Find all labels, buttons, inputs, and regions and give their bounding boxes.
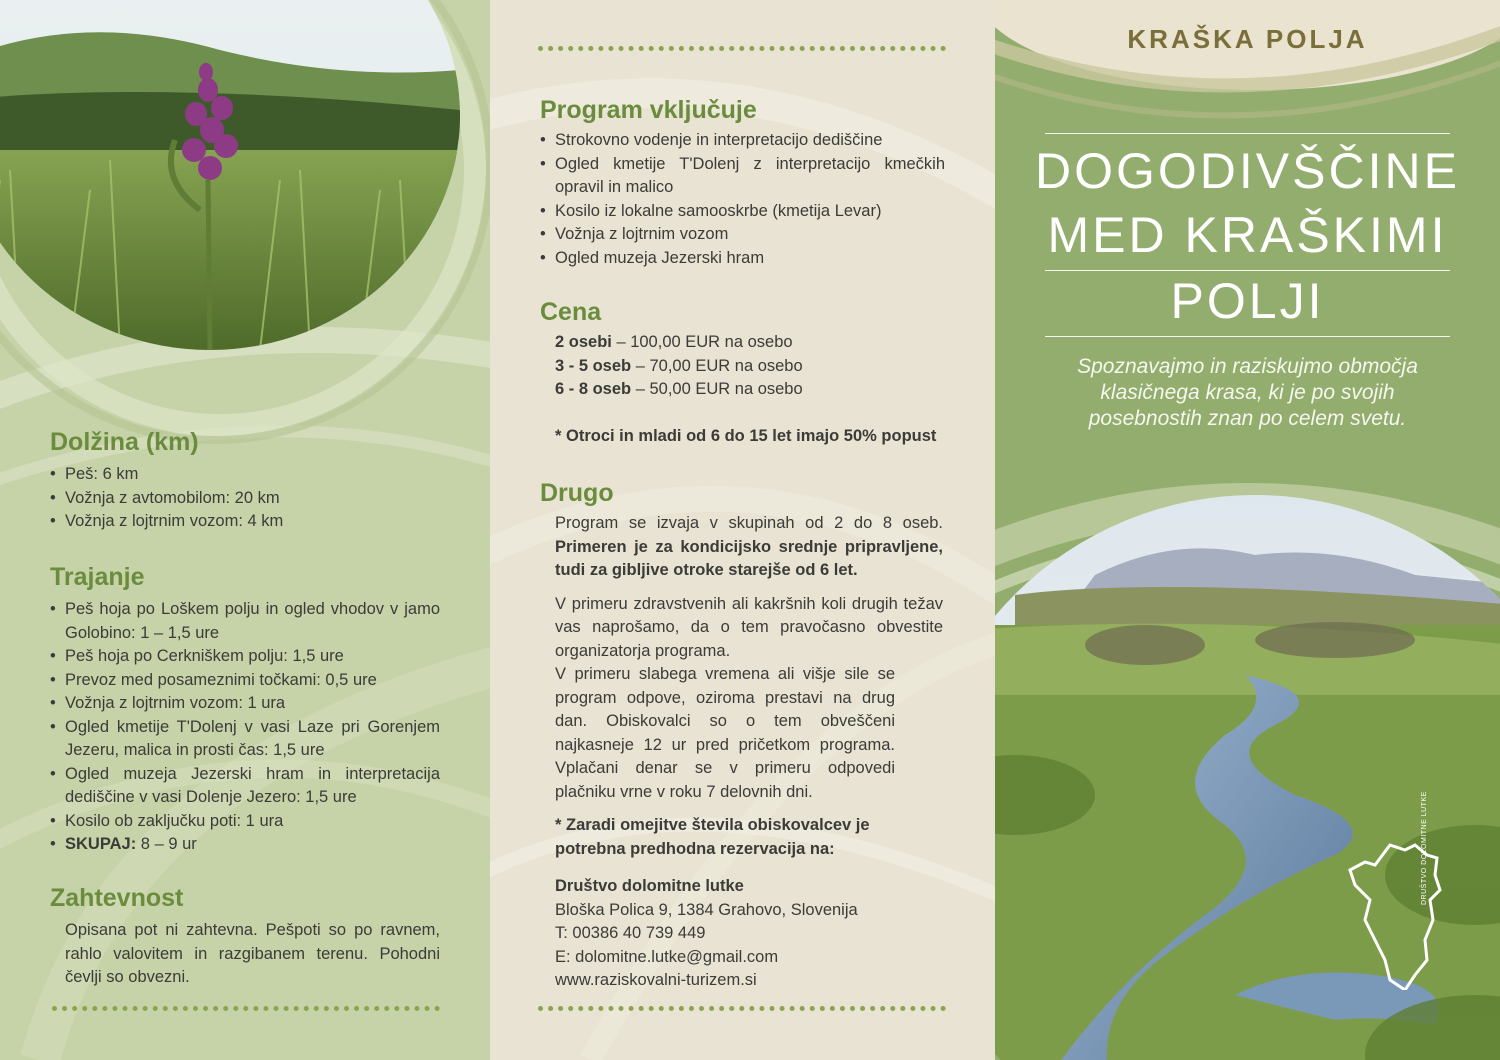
contact-org: Društvo dolomitne lutke	[555, 877, 744, 895]
title-rule-middle	[1045, 270, 1450, 271]
title-line-3: POLJI	[1170, 273, 1325, 329]
drugo-paragraph-2: V primeru zdravstvenih ali kakršnih koli drugih težav vas naprošamo, da o tem pravočasno obvestite organizatorja programa.	[555, 594, 943, 660]
list-item: • Peš: 6 km	[50, 463, 445, 487]
drugo-body	[540, 512, 943, 993]
list-item: • Ogled muzeja Jezerski hram in interpretacija dediščine v vasi Dolenje Jezero: 1,5 ure	[50, 763, 440, 810]
trajanje-list	[50, 598, 440, 857]
price-value: – 100,00 EUR na osebo	[611, 333, 793, 351]
price-row	[555, 378, 950, 402]
list-item: • Vožnja z lojtrnim vozom: 1 ura	[50, 692, 440, 716]
price-label: 3 - 5 oseb	[555, 356, 632, 375]
brand-header: KRAŠKA POLJA	[1127, 24, 1368, 54]
list-item: • Prevoz med posameznimi točkami: 0,5 ure	[50, 669, 440, 693]
list-item: • Peš hoja po Loškem polju in ogled vhodov v jamo Golobino: 1 – 1,5 ure	[50, 598, 440, 645]
price-label: 2 osebi	[555, 333, 612, 351]
contact-block	[555, 875, 943, 993]
total-value: 8 – 9 ur	[136, 835, 197, 853]
zahtevnost-section	[50, 884, 440, 990]
list-item: • Ogled muzeja Jezerski hram	[540, 247, 945, 271]
cena-heading: Cena	[540, 298, 602, 326]
zahtevnost-heading: Zahtevnost	[50, 884, 184, 912]
contact-address: Bloška Polica 9, 1384 Grahovo, Slovenija	[555, 900, 858, 919]
list-item: • Kosilo ob zaključku poti: 1 ura	[50, 810, 440, 834]
drugo-p1-bold: Primeren je za kondicijsko srednje pripravljene, tudi za gibljive otroke starejše od 6 let.	[555, 537, 943, 579]
dolzina-list	[50, 463, 445, 534]
dolzina-heading: Dolžina (km)	[50, 428, 199, 456]
program-heading: Program vključuje	[540, 96, 757, 124]
right-panel	[995, 0, 1500, 1060]
title-rule-bottom	[1045, 336, 1450, 337]
price-value: – 70,00 EUR na osebo	[631, 356, 803, 375]
zahtevnost-text: Opisana pot ni zahtevna. Pešpoti so po ravnem, rahlo valovitem in razgibanem terenu. Pohodni čevlji so obvezni.	[65, 921, 440, 986]
price-value: – 50,00 EUR na osebo	[631, 380, 803, 398]
middle-panel	[490, 0, 995, 1060]
contact-website[interactable]: www.raziskovalni-turizem.si	[555, 971, 757, 989]
price-row	[555, 331, 950, 355]
trajanje-heading: Trajanje	[50, 563, 145, 591]
price-row	[555, 355, 950, 379]
list-item: • Vožnja z lojtrnim vozom: 4 km	[50, 510, 445, 534]
contact-email[interactable]: E: dolomitne.lutke@gmail.com	[555, 947, 779, 966]
list-item: • Ogled kmetije T'Dolenj z interpretacijo kmečkih opravil in malico	[540, 153, 945, 200]
title-rule-top	[1045, 133, 1450, 134]
total-label: SKUPAJ:	[65, 835, 137, 853]
dotted-divider	[538, 1006, 946, 1011]
price-label: 6 - 8 oseb	[555, 380, 632, 398]
drugo-p1-normal: Program se izvaja v skupinah od 2 do 8 oseb.	[555, 514, 943, 532]
reservation-note: * Zaradi omejitve števila obiskovalcev je potrebna predhodna rezervacija na:	[555, 816, 870, 858]
list-item: • Peš hoja po Cerkniškem polju: 1,5 ure	[50, 645, 440, 669]
left-panel	[0, 0, 490, 1060]
dolzina-section	[50, 428, 445, 534]
list-item-total	[50, 833, 440, 857]
list-item: • Ogled kmetije T'Dolenj v vasi Laze pri Gorenjem Jezeru, malica in prosti čas: 1,5 ure	[50, 716, 440, 763]
list-item: • Vožnja z lojtrnim vozom	[540, 223, 945, 247]
title-line-1: DOGODIVŠČINE	[1035, 143, 1460, 199]
cena-section	[540, 298, 950, 448]
drugo-paragraph-1	[555, 512, 943, 583]
contact-phone: T: 00386 40 739 449	[555, 924, 706, 942]
program-list	[540, 129, 945, 270]
subtitle: Spoznavajmo in raziskujmo območja klasičnega krasa, ki je po svojih posebnostih znan po celem svetu.	[1077, 355, 1418, 430]
list-item: • Strokovno vodenje in interpretacijo dediščine	[540, 129, 945, 153]
drugo-section	[540, 479, 945, 993]
price-list	[540, 331, 950, 448]
drugo-paragraph-3: V primeru slabega vremena ali višje sile se program odpove, oziroma prestavi na drug dan. Obiskovalci so o tem obveščeni najkasneje 12 ur pred pričetkom programa. Vplačani denar se v primeru odpovedi plačniku vrne v roku 7 delovnih dni.	[555, 665, 895, 801]
logo-text: DRUŠTVO DOLOMITNE LUTKE	[1421, 791, 1428, 905]
club-logo-icon	[1345, 840, 1455, 990]
dotted-divider	[538, 46, 946, 51]
list-item: • Vožnja z avtomobilom: 20 km	[50, 487, 445, 511]
program-section	[540, 96, 945, 270]
trajanje-section	[50, 563, 440, 857]
dotted-divider	[52, 1006, 440, 1011]
list-item: • Kosilo iz lokalne samooskrbe (kmetija Levar)	[540, 200, 945, 224]
discount-note: * Otroci in mladi od 6 do 15 let imajo 50% popust	[555, 426, 937, 445]
title-line-2: MED KRAŠKIMI	[1047, 207, 1448, 263]
drugo-heading: Drugo	[540, 479, 614, 507]
